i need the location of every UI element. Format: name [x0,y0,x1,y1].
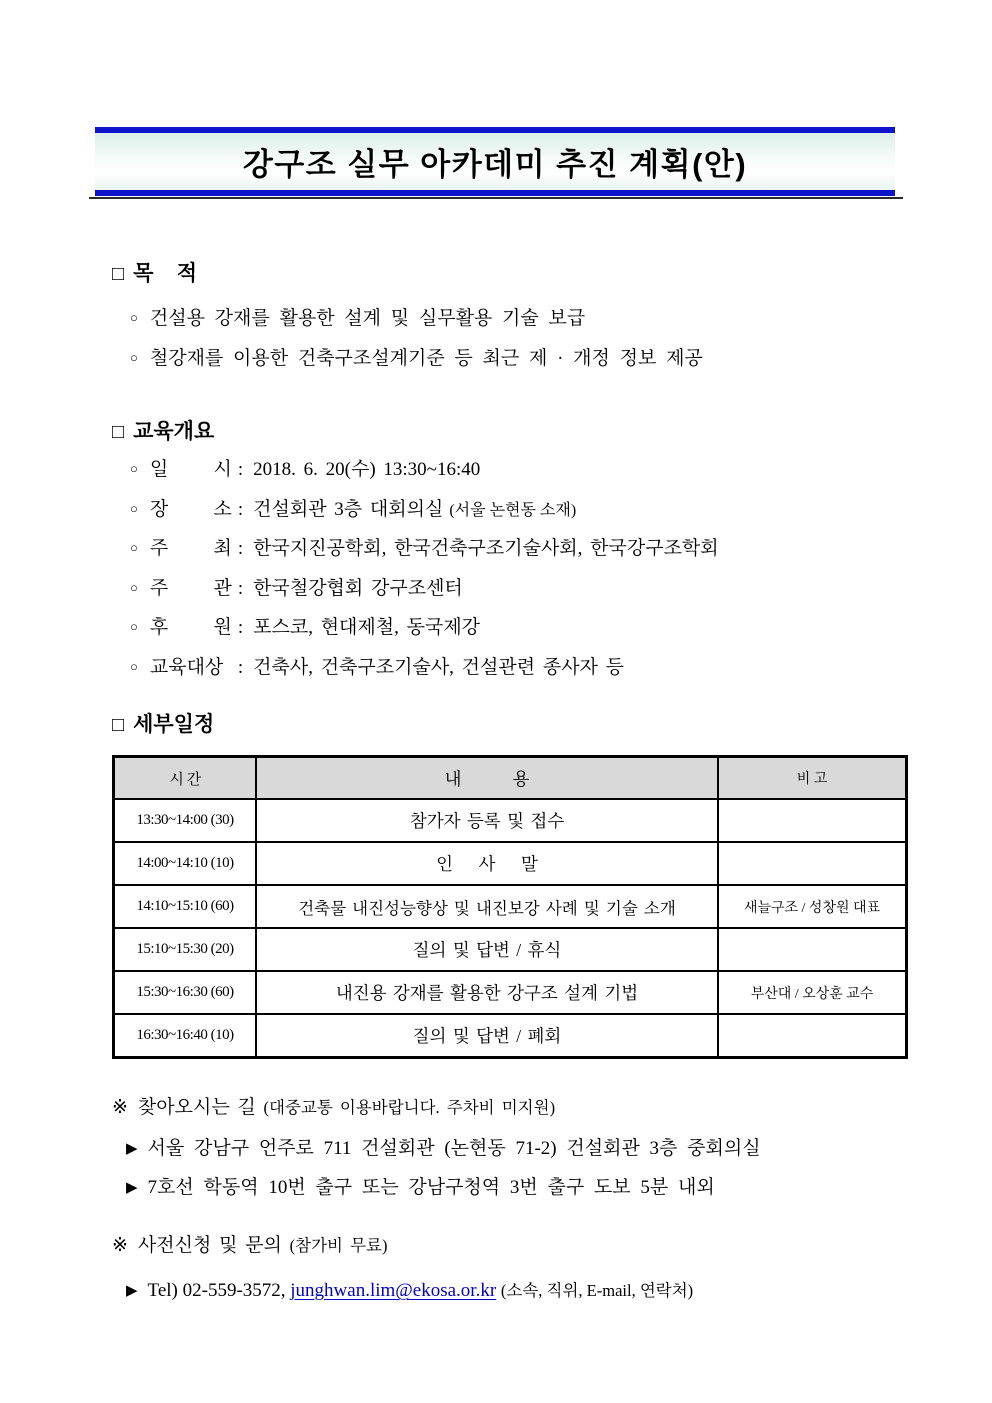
circle-bullet-icon: ○ [130,500,138,516]
banner-bottom-rule [95,190,895,196]
title-banner [95,127,895,196]
schedule-heading-label: 세부일정 [133,713,215,736]
cell-time: 15:30~16:30 (60) [114,971,257,1014]
contact-tel: Tel) 02-559-3572, [147,1280,286,1301]
overview-item-value: 건축사, 건축구조기술사, 건설관련 종사자 등 [253,656,625,678]
cell-content: 참가자 등록 및 접수 [256,799,718,842]
purpose-list [130,298,703,378]
cell-remark [718,928,907,971]
circle-bullet-icon: ○ [130,619,138,635]
label-separator: : [237,459,244,480]
list-item [130,298,703,338]
overview-item-note: (서울 논현동 소재) [449,501,577,519]
cell-time: 14:10~15:10 (60) [114,885,257,928]
overview-item-label: 주 최 [149,538,232,560]
list-item [126,1130,932,1169]
cell-remark: 부산대 / 오상훈 교수 [718,971,907,1014]
list-item [130,450,725,490]
circle-bullet-icon: ○ [130,658,138,674]
circle-bullet-icon: ○ [130,540,138,556]
overview-item-label: 후 원 [149,617,232,639]
list-item [126,1169,932,1208]
circle-bullet-icon: ○ [130,461,138,476]
overview-item-label: 교육대상 [149,656,224,678]
overview-item-value: 건설회관 3층 대회의실 [253,498,444,520]
square-bullet-icon: □ [112,421,125,443]
cell-remark [718,842,907,885]
overview-item-value: 한국지진공학회, 한국건축구조기술사회, 한국강구조학회 [253,538,719,560]
overview-item-label: 일 시 [149,459,232,480]
list-item [130,490,725,530]
section-heading-purpose [112,257,197,287]
cell-content: 건축물 내진성능향상 및 내진보강 사례 및 기술 소개 [256,885,718,928]
cell-content: 내진용 강재를 활용한 강구조 설계 기법 [256,971,718,1014]
banner-body [95,133,895,190]
arrow-bullet-icon: ▶ [126,1141,138,1157]
label-separator: : [237,538,244,560]
table-row [114,799,907,842]
contact-title-line [112,1232,952,1260]
page-title: 강구조 실무 아카데미 추진 계획(안) [242,147,748,182]
cell-time: 13:30~14:00 (30) [114,799,257,842]
label-separator: : [237,577,244,599]
section-heading-schedule [112,708,214,738]
directions-note: (대중교통 이용바랍니다. 주차비 미지원) [263,1098,556,1117]
directions-title: 찾아오시는 길 [137,1097,256,1118]
arrow-bullet-icon: ▶ [126,1283,138,1299]
cell-content: 질의 및 답변 / 휴식 [256,928,718,971]
list-item [130,569,725,609]
table-row [114,928,907,971]
circle-bullet-icon: ○ [130,579,138,595]
overview-item-value: 2018. 6. 20(수) 13:30~16:40 [253,459,481,480]
label-separator: : [237,498,244,520]
contact-section [112,1232,952,1308]
square-bullet-icon: □ [112,714,125,736]
table-row [114,842,907,885]
contact-note: (참가비 무료) [289,1236,388,1255]
overview-item-label: 주 관 [149,577,232,599]
overview-list [130,450,725,688]
cell-remark: 새늘구조 / 성창원 대표 [718,885,907,928]
reference-mark-icon: ※ [112,1097,128,1118]
banner-shadow-line [89,197,903,199]
arrow-bullet-icon: ▶ [126,1179,138,1196]
overview-item-label: 장 소 [149,498,232,520]
contact-tel-line [126,1274,952,1308]
overview-item-value: 포스코, 현대제철, 동국제강 [253,617,481,639]
cell-remark [718,799,907,842]
table-row [114,1014,907,1058]
column-header-content: 내 용 [256,757,718,800]
cell-content: 인 사 말 [256,842,718,885]
schedule-table [112,755,908,1059]
list-item [130,608,725,648]
cell-content: 질의 및 답변 / 폐회 [256,1014,718,1058]
cell-time: 16:30~16:40 (10) [114,1014,257,1058]
list-item [130,648,725,688]
circle-bullet-icon: ○ [130,350,138,365]
section-heading-overview [112,415,214,445]
list-item [130,338,703,378]
schedule-table-wrapper [112,755,908,1059]
email-link[interactable]: junghwan.lim@ekosa.or.kr [290,1280,497,1301]
directions-item-text: 7호선 학동역 10번 출구 또는 강남구청역 3번 출구 도보 5분 내외 [147,1176,715,1198]
label-separator: : [237,656,244,678]
column-header-time: 시 간 [114,757,257,800]
purpose-bullet-text: 철강재를 이용한 건축구조설계기준 등 최근 제 · 개정 정보 제공 [149,348,703,369]
square-bullet-icon: □ [112,263,125,285]
contact-suffix: (소속, 직위, E-mail, 연락처) [500,1281,694,1300]
list-item [130,529,725,569]
reference-mark-icon: ※ [112,1235,128,1256]
cell-remark [718,1014,907,1058]
directions-item-text: 서울 강남구 언주로 711 건설회관 (논현동 71-2) 건설회관 3층 중회의실 [147,1138,761,1159]
cell-time: 14:00~14:10 (10) [114,842,257,885]
circle-bullet-icon: ○ [130,310,138,325]
purpose-heading-label: 목 적 [133,262,198,285]
table-row [114,971,907,1014]
purpose-bullet-text: 건설용 강재를 활용한 설계 및 실무활용 기술 보급 [149,308,586,329]
directions-list [126,1130,932,1207]
table-header-row [114,757,907,800]
label-separator: : [237,617,244,639]
overview-heading-label: 교육개요 [133,420,215,443]
directions-section [112,1094,932,1207]
directions-title-line [112,1094,932,1122]
overview-item-value: 한국철강협회 강구조센터 [253,577,463,599]
contact-title: 사전신청 및 문의 [137,1235,282,1256]
table-row [114,885,907,928]
cell-time: 15:10~15:30 (20) [114,928,257,971]
column-header-remark: 비 고 [718,757,907,800]
